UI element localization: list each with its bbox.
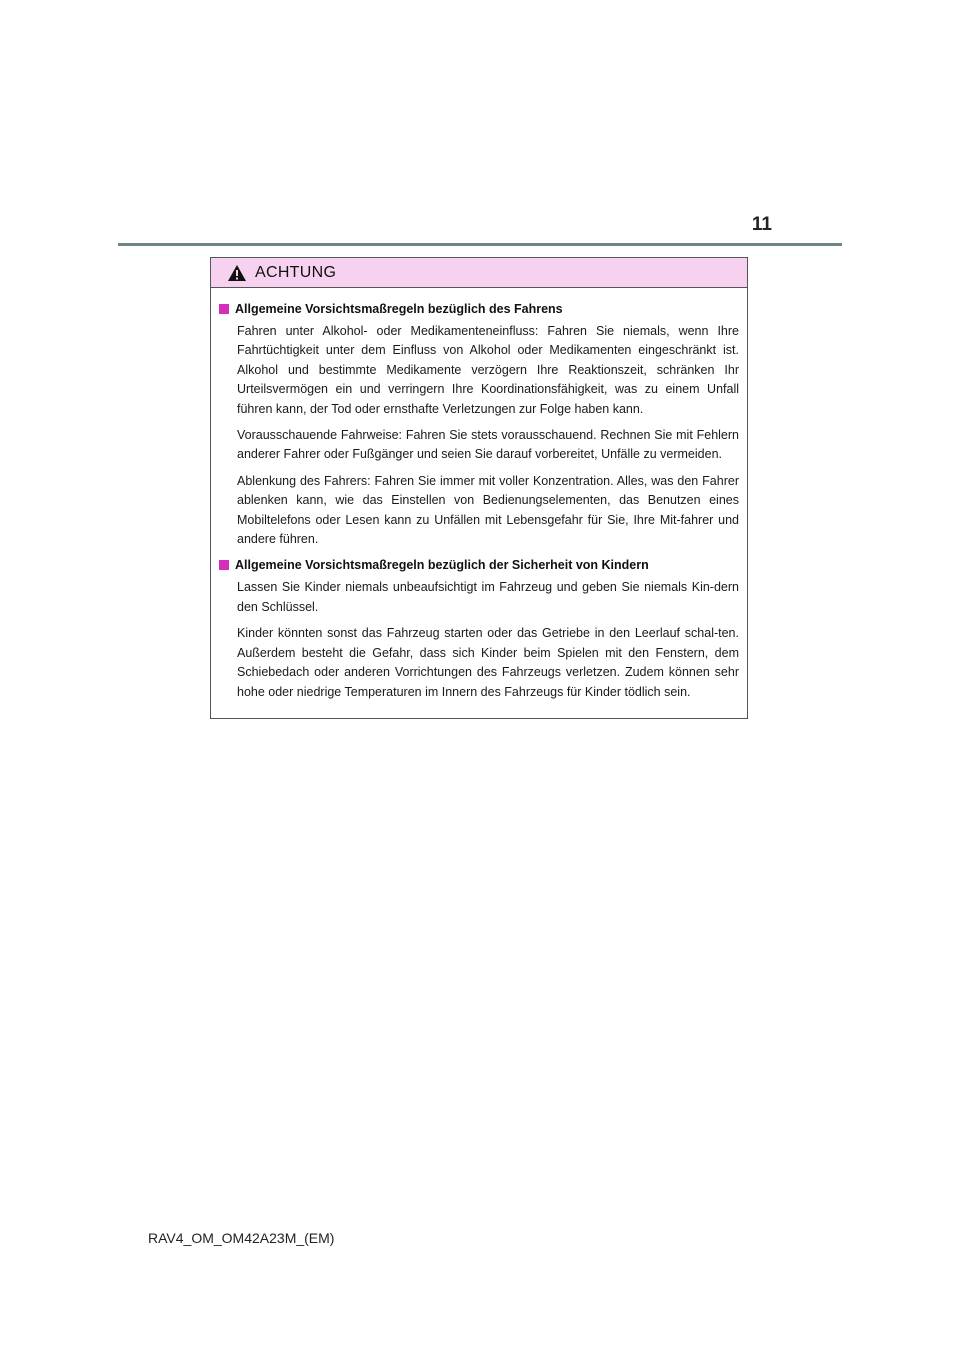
- paragraph: Ablenkung des Fahrers: Fahren Sie immer mit voller Konzentration. Alles, was den Fahrer ablenken kann, wie das Einstellen von Bedienungselementen, das Benutzen eines Mobiltelefons oder Lesen kann zu Unfällen mit Lebensgefahr für Sie, Ihre Mit-fahrer und andere führen.: [237, 473, 739, 547]
- section-heading: [219, 300, 739, 318]
- paragraph: Vorausschauende Fahrweise: Fahren Sie stets vorausschauend. Rechnen Sie mit Fehlern anderer Fahrer oder Fußgänger und seien Sie darauf vorbereitet, Unfälle zu vermeiden.: [237, 428, 739, 462]
- footer-code: RAV4_OM_OM42A23M_(EM): [148, 1230, 335, 1246]
- section-heading-text: Allgemeine Vorsichtsmaßregeln bezüglich der Sicherheit von Kindern: [235, 558, 649, 573]
- warning-triangle-icon: [227, 264, 247, 282]
- warning-body: [211, 288, 747, 702]
- page-number: 11: [751, 214, 772, 235]
- paragraph: Lassen Sie Kinder niemals unbeaufsichtigt im Fahrzeug und geben Sie niemals Kin-dern den Schlüssel.: [237, 580, 739, 614]
- section-heading-text: Allgemeine Vorsichtsmaßregeln bezüglich des Fahrens: [235, 302, 563, 316]
- square-bullet-icon: [219, 304, 229, 314]
- warning-title: ACHTUNG: [255, 263, 337, 281]
- section-heading: [219, 556, 739, 574]
- warning-header: [211, 258, 747, 288]
- paragraph: Fahren unter Alkohol- oder Medikamenteneinfluss: Fahren Sie niemals, wenn Ihre Fahrtüchtigkeit unter dem Einfluss von Alkohol oder Medikamenten eingeschränkt ist. Alkohol und bestimmte Medikamente verzögern Ihre Reaktionszeit, schränken Ihr Urteilsvermögen ein und verringern Ihre Koordinationsfähigkeit, was zu einem Unfall führen kann, der Tod oder ernsthafte Verletzungen zur Folge haben kann.: [237, 324, 739, 416]
- warning-box: [210, 257, 748, 719]
- header-rule: [118, 243, 842, 246]
- paragraph: Kinder könnten sonst das Fahrzeug starten oder das Getriebe in den Leerlauf schal-ten. Außerdem besteht die Gefahr, dass sich Kinder beim Spielen mit den Fenstern, dem Schiebedach oder anderen Vorrichtungen des Fahrzeugs verletzen. Zudem können sehr hohe oder niedrige Temperaturen im Innern des Fahrzeugs für Kinder tödlich sein.: [237, 626, 739, 699]
- square-bullet-icon: [219, 560, 229, 570]
